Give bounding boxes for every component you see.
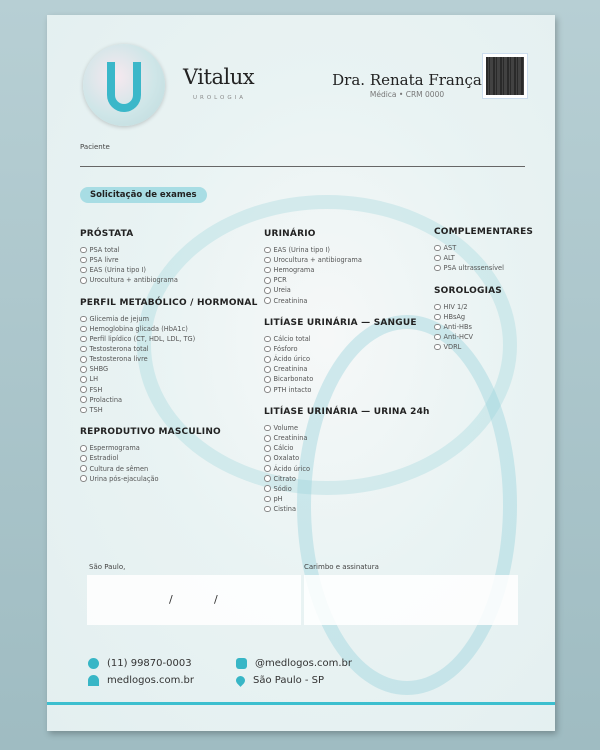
column-3 — [434, 225, 533, 363]
exam-option-label: SHBG — [89, 365, 109, 374]
exam-option[interactable] — [264, 474, 430, 484]
exam-option-label: HBsAg — [443, 312, 466, 321]
exam-section — [264, 316, 430, 395]
exam-option-label: Hemoglobina glicada (HbA1c) — [89, 325, 188, 334]
city-label: São Paulo, — [89, 563, 126, 571]
radio-circle-icon[interactable] — [264, 485, 271, 492]
section-heading: LITÍASE URINÁRIA — URINA 24h — [264, 407, 430, 418]
section-heading: LITÍASE URINÁRIA — SANGUE — [264, 318, 417, 329]
exam-option-label: Bicarbonato — [273, 375, 314, 384]
exam-option-label: Fósforo — [273, 345, 298, 354]
radio-circle-icon[interactable] — [264, 356, 271, 363]
radio-circle-icon[interactable] — [80, 356, 87, 363]
exam-option-label: Creatinina — [273, 434, 308, 443]
radio-circle-icon[interactable] — [434, 334, 441, 341]
exam-option-label: AST — [443, 244, 457, 253]
exam-option[interactable] — [434, 243, 533, 253]
exam-option[interactable] — [434, 312, 533, 322]
radio-circle-icon[interactable] — [264, 455, 271, 462]
radio-circle-icon[interactable] — [80, 346, 87, 353]
exam-option-label: Espermograma — [89, 444, 140, 453]
radio-circle-icon[interactable] — [264, 297, 271, 304]
radio-circle-icon[interactable] — [264, 336, 271, 343]
exam-option[interactable] — [264, 374, 430, 384]
exam-option[interactable] — [434, 342, 533, 352]
contact-phone — [88, 658, 192, 669]
exam-option[interactable] — [80, 385, 258, 395]
exam-option[interactable] — [80, 405, 258, 415]
exam-option[interactable] — [264, 334, 430, 344]
exam-option-label: Testosterona total — [89, 345, 149, 354]
whatsapp-icon — [88, 658, 99, 669]
contact-location — [236, 675, 324, 686]
logo — [83, 44, 165, 126]
exam-option[interactable] — [80, 255, 258, 265]
exam-option[interactable] — [264, 245, 430, 255]
radio-circle-icon[interactable] — [80, 475, 87, 482]
radio-circle-icon[interactable] — [434, 324, 441, 331]
exam-option-label: Hemograma — [273, 266, 315, 275]
radio-circle-icon[interactable] — [80, 455, 87, 462]
radio-circle-icon[interactable] — [264, 506, 271, 513]
exam-option-label: Volume — [273, 424, 299, 433]
exam-option-label: Cistina — [273, 504, 297, 513]
exam-option[interactable] — [80, 464, 258, 474]
exam-option-label: Estradiol — [89, 454, 119, 463]
location-text: São Paulo - SP — [253, 675, 325, 686]
radio-circle-icon[interactable] — [80, 366, 87, 373]
radio-circle-icon[interactable] — [264, 435, 271, 442]
exam-option-label: EAS (Urina tipo I) — [273, 246, 330, 255]
exam-option-label: PSA livre — [89, 256, 119, 265]
radio-circle-icon[interactable] — [434, 304, 441, 311]
exam-request-form — [47, 15, 555, 731]
exam-option-label: PCR — [273, 276, 287, 285]
exam-section — [80, 296, 258, 415]
patient-label: Paciente — [80, 143, 110, 151]
exam-option[interactable] — [434, 332, 533, 342]
exam-section — [264, 405, 430, 514]
exam-option-label: Urina pós-ejaculação — [89, 474, 159, 483]
radio-circle-icon[interactable] — [264, 366, 271, 373]
exam-section — [80, 425, 258, 483]
contact-website — [88, 675, 194, 686]
exam-option-label: Cálcio total — [273, 335, 311, 344]
section-heading: SOROLOGIAS — [434, 285, 502, 296]
exam-option[interactable] — [264, 453, 430, 463]
radio-circle-icon[interactable] — [80, 336, 87, 343]
exam-option-label: Oxalato — [273, 454, 300, 463]
exam-option-label: Cultura de sêmen — [89, 464, 149, 473]
exam-option[interactable] — [80, 314, 258, 324]
footer-accent-bar — [47, 702, 555, 705]
exam-section — [434, 225, 533, 273]
exam-option-label: PSA ultrassensível — [443, 264, 504, 273]
exam-option[interactable] — [434, 302, 533, 312]
exam-option-label: ALT — [443, 254, 455, 263]
request-title: Solicitação de exames — [80, 187, 207, 203]
section-heading: PERFIL METABÓLICO / HORMONAL — [80, 297, 258, 308]
exam-option[interactable] — [80, 245, 258, 255]
radio-circle-icon[interactable] — [264, 287, 271, 294]
radio-circle-icon[interactable] — [80, 247, 87, 254]
exam-option[interactable] — [264, 364, 430, 374]
exam-option[interactable] — [264, 443, 430, 453]
exam-option[interactable] — [264, 255, 430, 265]
radio-circle-icon[interactable] — [264, 277, 271, 284]
radio-circle-icon[interactable] — [80, 386, 87, 393]
website-text: medlogos.com.br — [107, 675, 194, 686]
section-heading: COMPLEMENTARES — [434, 227, 534, 237]
exam-section — [434, 284, 533, 352]
exam-option-label: Testosterona livre — [89, 355, 148, 364]
radio-circle-icon[interactable] — [264, 475, 271, 482]
radio-circle-icon[interactable] — [434, 344, 441, 351]
radio-circle-icon[interactable] — [434, 314, 441, 321]
exam-option-label: Citrato — [273, 474, 296, 483]
radio-circle-icon[interactable] — [264, 346, 271, 353]
doctor-name: Dra. Renata França — [332, 71, 482, 89]
exam-option[interactable] — [80, 344, 258, 354]
radio-circle-icon[interactable] — [264, 445, 271, 452]
column-1 — [80, 227, 258, 494]
exam-option[interactable] — [264, 275, 430, 285]
date-separator: / — [169, 593, 173, 606]
exam-option-label: Anti-HBs — [443, 323, 472, 332]
exam-option[interactable] — [264, 433, 430, 443]
exam-option-label: Ácido úrico — [273, 464, 311, 473]
exam-option[interactable] — [434, 253, 533, 263]
exam-option[interactable] — [80, 324, 258, 334]
wifi-icon — [88, 675, 99, 686]
exam-option-label: Creatinina — [273, 296, 308, 305]
qr-code — [482, 53, 528, 99]
exam-option-label: Prolactina — [89, 395, 123, 404]
exam-option-label: Ácido úrico — [273, 355, 311, 364]
exam-option-label: pH — [273, 494, 283, 503]
exam-section — [80, 227, 258, 285]
radio-circle-icon[interactable] — [80, 376, 87, 383]
exam-option-label: FSH — [89, 385, 103, 394]
section-heading: REPRODUTIVO MASCULINO — [80, 427, 221, 438]
radio-circle-icon[interactable] — [264, 496, 271, 503]
exam-option[interactable] — [264, 354, 430, 364]
exam-option[interactable] — [264, 494, 430, 504]
exam-option[interactable] — [80, 275, 258, 285]
radio-circle-icon[interactable] — [80, 267, 87, 274]
exam-option-label: PSA total — [89, 246, 120, 255]
exam-option[interactable] — [80, 354, 258, 364]
radio-circle-icon[interactable] — [434, 265, 441, 272]
exam-option[interactable] — [434, 322, 533, 332]
radio-circle-icon[interactable] — [264, 465, 271, 472]
exam-option-label: TSH — [89, 405, 103, 414]
instagram-icon — [236, 658, 247, 669]
contact-instagram — [236, 658, 352, 669]
exam-option[interactable] — [264, 265, 430, 275]
exam-option[interactable] — [264, 385, 430, 395]
radio-circle-icon[interactable] — [80, 396, 87, 403]
exam-option-label: Perfil lipídico (CT, HDL, LDL, TG) — [89, 335, 196, 344]
exam-option[interactable] — [80, 395, 258, 405]
exam-option-label: Ureia — [273, 286, 291, 295]
section-heading: URINÁRIO — [264, 229, 316, 239]
brand-subtitle: UROLOGIA — [193, 95, 247, 101]
exam-option[interactable] — [80, 453, 258, 463]
exam-option[interactable] — [264, 285, 430, 295]
exam-option-label: VDRL — [443, 343, 462, 352]
exam-option[interactable] — [80, 334, 258, 344]
exam-section — [264, 227, 430, 306]
radio-circle-icon[interactable] — [264, 425, 271, 432]
exam-option[interactable] — [264, 423, 430, 433]
patient-field[interactable] — [80, 166, 525, 167]
radio-circle-icon[interactable] — [434, 255, 441, 262]
exam-option[interactable] — [434, 263, 533, 273]
exam-option-label: PTH intacto — [273, 385, 312, 394]
exam-option[interactable] — [264, 344, 430, 354]
radio-circle-icon[interactable] — [80, 407, 87, 414]
exam-option[interactable] — [264, 504, 430, 514]
date-field[interactable] — [87, 575, 301, 625]
radio-circle-icon[interactable] — [264, 257, 271, 264]
doctor-credentials: Médica • CRM 0000 — [369, 90, 445, 99]
exam-option[interactable] — [264, 484, 430, 494]
radio-circle-icon[interactable] — [264, 376, 271, 383]
radio-circle-icon[interactable] — [264, 267, 271, 274]
radio-circle-icon[interactable] — [80, 316, 87, 323]
exam-option-label: Urocultura + antibiograma — [273, 256, 362, 265]
radio-circle-icon[interactable] — [80, 277, 87, 284]
exam-option[interactable] — [80, 443, 258, 453]
radio-circle-icon[interactable] — [80, 465, 87, 472]
exam-option-label: Cálcio — [273, 444, 294, 453]
exam-option-label: Glicemia de jejum — [89, 314, 150, 323]
radio-circle-icon[interactable] — [264, 247, 271, 254]
exam-option-label: Anti-HCV — [443, 333, 474, 342]
instagram-text: @medlogos.com.br — [255, 658, 352, 669]
exam-option[interactable] — [80, 374, 258, 384]
exam-option[interactable] — [264, 464, 430, 474]
radio-circle-icon[interactable] — [434, 245, 441, 252]
radio-circle-icon[interactable] — [80, 326, 87, 333]
section-heading: PRÓSTATA — [80, 229, 134, 239]
phone-text: (11) 99870-0003 — [107, 658, 192, 669]
radio-circle-icon[interactable] — [80, 445, 87, 452]
exam-option-label: LH — [89, 375, 99, 384]
exam-option-label: EAS (Urina tipo I) — [89, 266, 146, 275]
exam-option[interactable] — [80, 364, 258, 374]
column-2 — [264, 227, 430, 524]
exam-option-label: Creatinina — [273, 365, 308, 374]
signature-label: Carimbo e assinatura — [304, 563, 379, 571]
brand-name: Vitalux — [183, 65, 255, 89]
signature-field[interactable] — [304, 575, 518, 625]
radio-circle-icon[interactable] — [80, 257, 87, 264]
exam-option-label: Urocultura + antibiograma — [89, 276, 178, 285]
exam-option[interactable] — [80, 265, 258, 275]
location-pin-icon — [234, 674, 247, 687]
exam-option[interactable] — [80, 474, 258, 484]
exam-option-label: HIV 1/2 — [443, 302, 468, 311]
exam-option[interactable] — [264, 295, 430, 305]
radio-circle-icon[interactable] — [264, 386, 271, 393]
exam-option-label: Sódio — [273, 484, 292, 493]
date-separator: / — [214, 593, 218, 606]
